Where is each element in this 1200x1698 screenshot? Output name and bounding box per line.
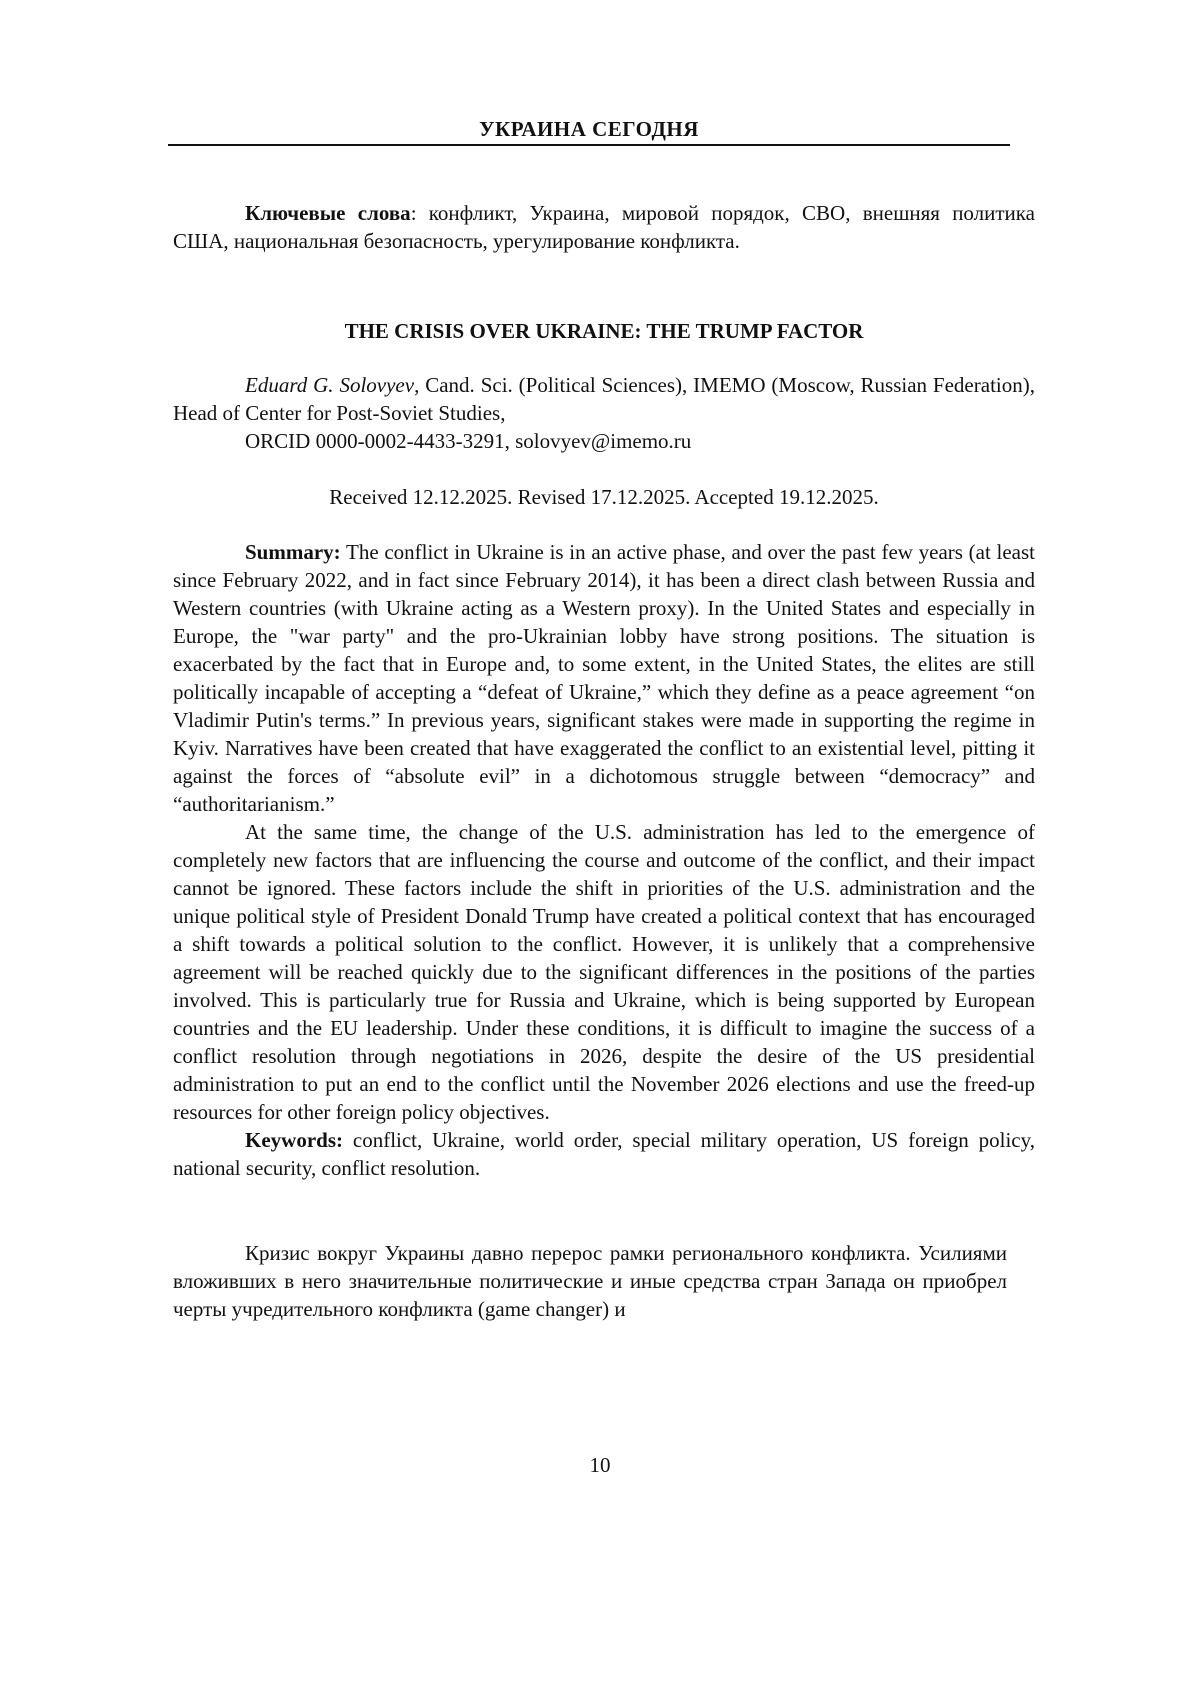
summary-paragraph-1 [173,538,1035,818]
author-block [173,371,1035,427]
page-content [173,199,1035,1323]
article-dates: Received 12.12.2025. Revised 17.12.2025. Accepted 19.12.2025. [329,485,879,509]
summary-text-1: The conflict in Ukraine is in an active phase, and over the past few years (at least since February 2022, and in fact since February 2014), it has been a direct clash between Russia and Western countries (with Ukraine acting as a Western proxy). In the United States and especially in Europe, the "war party" and the pro-Ukrainian lobby have strong positions. The situation is exacerbated by the fact that in Europe and, to some extent, in the United States, the elites are still politically incapable of accepting a “defeat of Ukraine,” which they define as a peace agreement “on Vladimir Putin's terms.” In previous years, significant stakes were made in supporting the regime in Kyiv. Narratives have been created that have exaggerated the conflict to an existential level, pitting it against the forces of “absolute evil” in a dichotomous struggle between “democracy” and “authoritarianism.” [173,540,1035,816]
main-text-paragraph: Кризис вокруг Украины давно перерос рамки регионального конфликта. Усилиями вложивших в него значительные политические и иные средства стран Запада он приобрел черты учредительного конфликта (game changer) и [173,1241,1007,1321]
running-header: УКРАИНА СЕГОДНЯ [479,117,699,141]
keywords-en-text: conflict, Ukraine, world order, special military operation, US foreign policy, national security, conflict resolution. [173,1128,1035,1180]
author-affiliation: , Cand. Sci. (Political Sciences), IMEMO (Moscow, Russian Federation), Head of Center for Post-Soviet Studies, [173,373,1035,425]
author-orcid: ORCID 0000-0002-4433-3291, solovyev@imemo.ru [245,429,692,453]
article-title: THE CRISIS OVER UKRAINE: THE TRUMP FACTOR [344,319,864,343]
summary-paragraph-2: At the same time, the change of the U.S. administration has led to the emergence of completely new factors that are influencing the course and outcome of the conflict, and their impact cannot be ignored. These factors include the shift in priorities of the U.S. administration and the unique political style of President Donald Trump have created a political context that has encouraged a shift towards a political solution to the conflict. However, it is unlikely that a comprehensive agreement will be reached quickly due to the significant differences in the positions of the parties involved. This is particularly true for Russia and Ukraine, which is being supported by European countries and the EU leadership. Under these conditions, it is difficult to imagine the success of a conflict resolution through negotiations in 2026, despite the desire of the US presidential administration to put an end to the conflict until the November 2026 elections and use the freed-up resources for other foreign policy objectives. [173,820,1035,1124]
keywords-ru-text: : конфликт, Украина, мировой порядок, СВО, внешняя политика США, национальная безопасность, урегулирование конфликта. [173,201,1035,253]
keywords-en-paragraph [173,1126,1035,1182]
summary-label: Summary: [245,540,341,564]
keywords-en-label: Keywords: [245,1128,343,1152]
keywords-ru-label: Ключевые слова [245,201,411,225]
page-number: 10 [589,1453,611,1477]
header-rule [168,144,1010,146]
author-name: Eduard G. Solovyev [245,373,415,397]
keywords-ru-paragraph [173,199,1035,255]
